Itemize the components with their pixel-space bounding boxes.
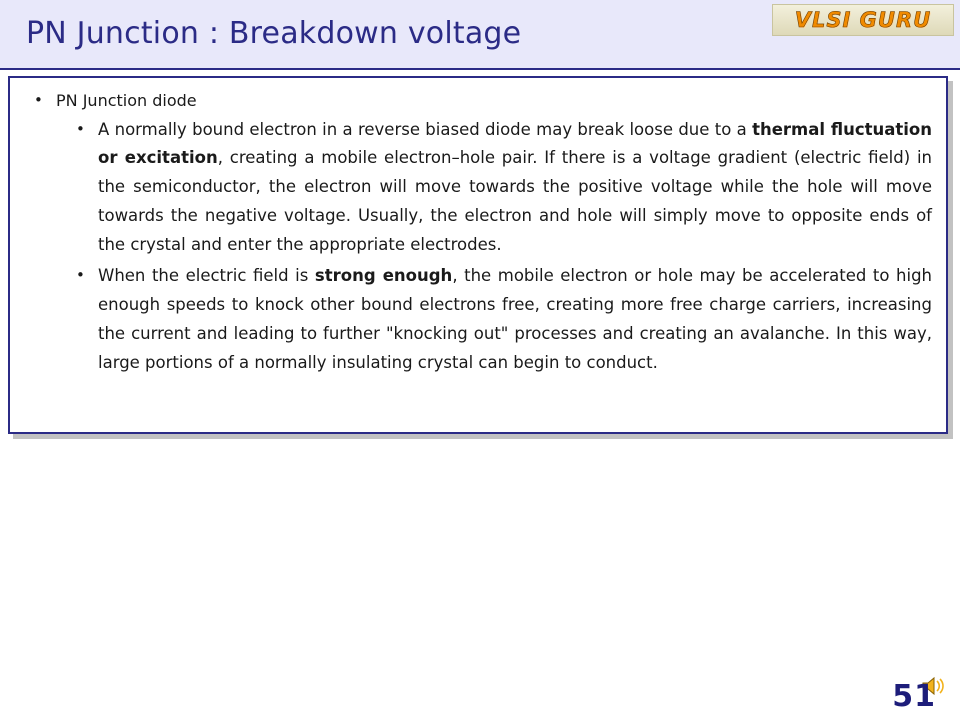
bullet-list-level1 — [20, 90, 932, 377]
bullet-level1-text: PN Junction diode — [56, 91, 197, 110]
vlsi-guru-logo — [772, 4, 954, 36]
list-item — [56, 262, 932, 378]
paragraph-2-part2: , the mobile electron or hole may be accelerated to high enough speeds to knock other bound electrons free, creating more free charge carriers, increasing the current and leading to further "knocking out" processes and creating an avalanche. In this way, large portions of a normally insulating crystal can begin to conduct. — [98, 265, 933, 372]
paragraph-1 — [98, 116, 932, 260]
paragraph-1-part2: , creating a mobile electron–hole pair. If there is a voltage gradient (electric field) in the semiconductor, the electron will move towards the positive voltage while the hole will move towards the negative voltage. Usually, the electron and hole will simply move to opposite ends of the crystal and enter the appropriate electrodes. — [98, 148, 932, 255]
page-title: PN Junction : Breakdown voltage — [26, 16, 522, 51]
paragraph-2-part1: When the electric field is — [98, 265, 315, 285]
slide-header — [0, 0, 960, 70]
list-item — [20, 90, 932, 377]
list-item — [56, 116, 932, 260]
bullet-dot-icon: • — [34, 91, 43, 109]
paragraph-2-emphasis: strong enough — [314, 265, 453, 285]
bullet-list-level2 — [56, 116, 932, 378]
content-body — [10, 78, 946, 389]
bullet-dot-icon: • — [76, 119, 85, 138]
paragraph-1-part1: A normally bound electron in a reverse biased diode may break loose due to a — [98, 119, 753, 139]
paragraph-1-emphasis: thermal fluctuation or excitation — [98, 119, 933, 168]
bullet-dot-icon: • — [76, 265, 85, 284]
page-number: 51 — [892, 679, 936, 714]
content-box — [8, 76, 948, 434]
logo-text: VLSI GURU — [794, 8, 932, 32]
paragraph-2 — [98, 262, 932, 378]
